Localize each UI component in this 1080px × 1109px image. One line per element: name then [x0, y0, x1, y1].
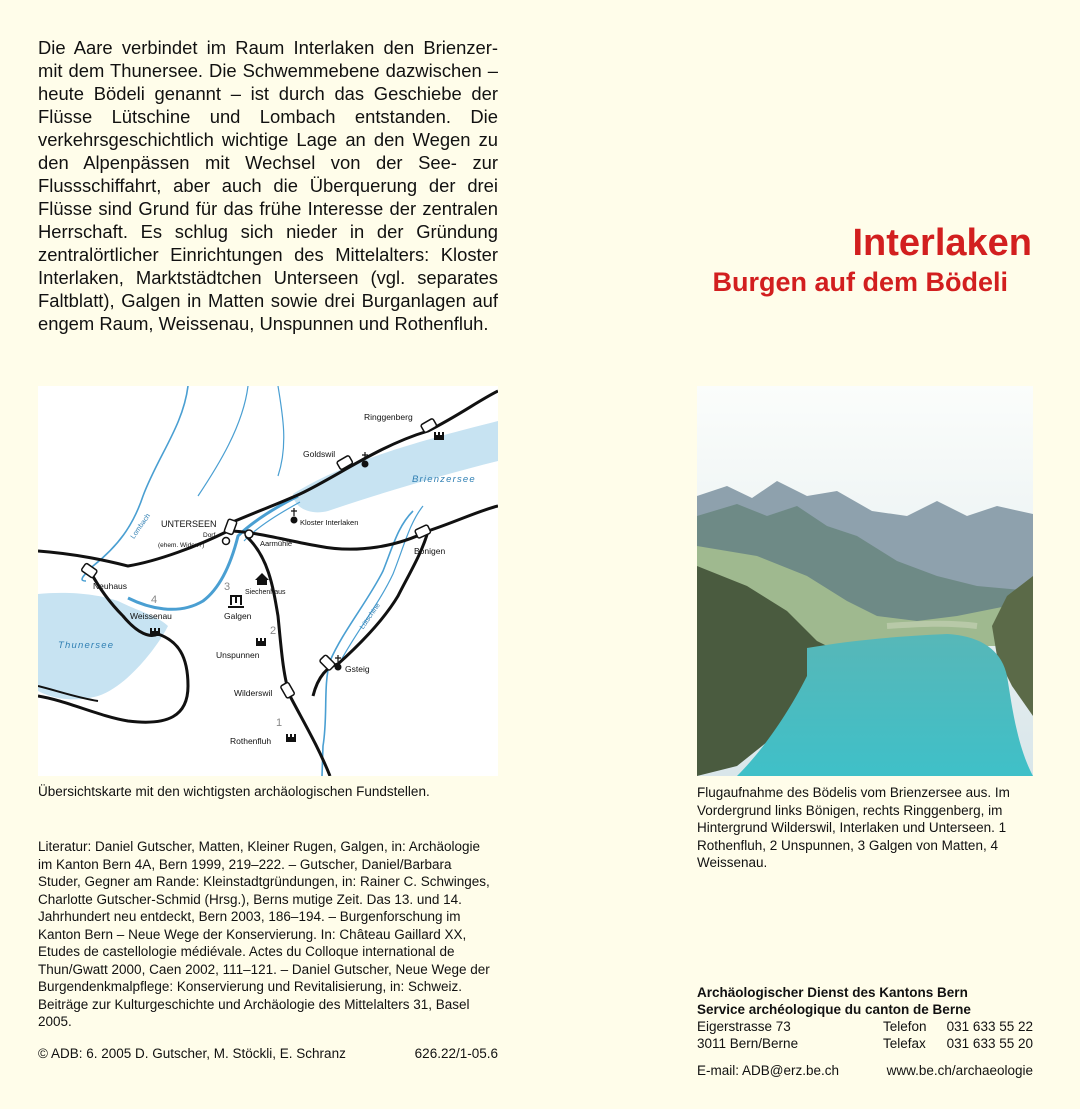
phone-number: 031 633 55 22 — [946, 1019, 1033, 1034]
label-brienzersee: Brienzersee — [412, 474, 476, 485]
org-name-fr: Service archéologique du canton de Berne — [697, 1002, 971, 1017]
church-icon-kloster — [291, 508, 298, 524]
photo-caption: Flugaufnahme des Bödelis vom Brienzersee aus. Im Vordergrund links Bönigen, rechts Ringgenberg, im Hintergrund Wilderswil, Interlaken und Unterseen. 1 Rothenfluh, 2 Unspunnen, 3 Galgen von Matten, 4 Weissenau. — [697, 785, 1010, 870]
label-neuhaus: Neuhaus — [93, 581, 128, 591]
label-number-4: 4 — [151, 594, 158, 606]
brienzersee-lake — [293, 421, 498, 512]
page-subtitle: Burgen auf dem Bödeli — [712, 267, 1008, 297]
title-block — [712, 220, 1032, 298]
label-gsteig: Gsteig — [345, 664, 370, 674]
label-thunersee: Thunersee — [58, 640, 115, 651]
intro-text: Die Aare verbindet im Raum Interlaken den Brienzer- mit dem Thunersee. Die Schwemmebene dazwischen – heute Bödeli genannt – ist durch das Geschiebe der Flüsse Lütschine und Lombach entstanden. Die verkehrsgeschichtlich wichtige Lage an den Wegen zu den Alpenpässen mit Wechsel von der See- zur Flussschiffahrt, aber auch die Überquerung der drei Flüsse sind Grund für das frühe Interesse der zentralen Herrschaft. Es schlug sich nieder in der Gründung zentralörtlicher Einrichtungen des Mittelalters: Kloster Interlaken, Marktstädtchen Unterseen (vgl. separates Faltblatt), Galgen in Matten sowie drei Burganlagen auf engem Raum, Weissenau, Unspunnen und Rothenfluh. — [38, 37, 498, 334]
map-svg — [38, 386, 498, 776]
phone-label: Telefon — [883, 1019, 927, 1034]
castle-icon-unspunnen — [256, 638, 266, 646]
document-code: 626.22/1-05.6 — [414, 1046, 498, 1061]
website-link[interactable]: www.be.ch/archaeologie — [886, 1063, 1033, 1078]
label-unterseen: UNTERSEEN — [161, 519, 217, 529]
castle-icon-ringgenberg — [434, 432, 444, 440]
label-number-1: 1 — [276, 717, 283, 729]
station-aarmuehle — [245, 530, 253, 538]
station-wilderswil — [280, 682, 295, 699]
station-boenigen — [415, 525, 431, 539]
lombach-river — [82, 386, 188, 581]
org-street: Eigerstrasse 73 — [697, 1019, 791, 1034]
aerial-photo — [697, 386, 1033, 776]
station-gsteig — [319, 655, 335, 671]
station-dorf — [223, 538, 230, 545]
fax-number: 031 633 55 20 — [946, 1036, 1033, 1051]
tributary-river — [278, 386, 284, 476]
luetschine-river — [322, 511, 413, 776]
fax-label: Telefax — [883, 1036, 926, 1051]
station-ringgenberg — [420, 418, 437, 433]
aerial-photo-svg — [697, 386, 1033, 776]
org-name-de: Archäologischer Dienst des Kantons Bern — [697, 985, 968, 1000]
label-aarmuehle: Aarmühle — [260, 539, 293, 548]
label-galgen: Galgen — [224, 611, 252, 621]
label-dorf: Dorf — [203, 532, 216, 539]
literature-text: Literatur: Daniel Gutscher, Matten, Kleiner Rugen, Galgen, in: Archäologie im Kanton Bern 4A, Bern 1999, 219–222. – Gutscher, Daniel/Barbara Studer, Gegner am Rande: Kleinstadtgründungen, in: Rainer C. Schwinges, Charlotte Gutscher-Schmid (Hrsg.), Berns mutige Zeit. Das 13. und 14. Jahrhundert neu entdeckt, Bern 2003, 186–194. – Burgenforschung im Kanton Bern – Neue Wege der Konservierung. In: Château Gaillard XX, Etudes de castellologie médiévale. Actes du Colloque international de Thun/Gwatt 2000, Caen 2002, 111–121. – Daniel Gutscher, Neue Wege der Burgendenkmalpflege: Konservierung und Revitalisierung, in: Schweiz. Beiträge zur Kulturgeschichte und Archäologie des Mittelalters 31, Basel 2005. — [38, 839, 490, 1029]
contact-row — [697, 1063, 1033, 1078]
label-wilderswil: Wilderswil — [234, 688, 273, 698]
luetschine-river-b — [338, 506, 423, 666]
label-weissenau: Weissenau — [130, 611, 172, 621]
organization-block — [697, 984, 1033, 1052]
address-row-2 — [697, 1035, 1033, 1052]
label-luetschine: Lütschine — [358, 602, 382, 631]
house-icon-siechenhaus — [255, 573, 269, 585]
label-number-2: 2 — [270, 625, 277, 637]
page-title: Interlaken — [852, 222, 1032, 264]
label-rothenfluh: Rothenfluh — [230, 736, 272, 746]
gallows-icon — [228, 596, 244, 607]
label-siechenhaus: Siechenhaus — [245, 589, 286, 596]
label-lombach: Lombach — [129, 512, 152, 541]
copyright-line — [38, 1046, 498, 1061]
email-link[interactable]: E-mail: ADB@erz.be.ch — [697, 1063, 840, 1078]
copyright-text: © ADB: 6. 2005 D. Gutscher, M. Stöckli, E. Schranz — [38, 1046, 346, 1061]
map-caption: Übersichtskarte mit den wichtigsten archäologischen Fundstellen. — [38, 784, 430, 799]
lombach-river-2 — [198, 386, 248, 496]
label-boenigen: Bönigen — [414, 546, 446, 556]
label-ringgenberg: Ringgenberg — [364, 412, 413, 422]
overview-map — [38, 386, 498, 776]
label-kloster: Kloster Interlaken — [300, 518, 359, 527]
label-widen: (ehem. Widen?) — [158, 542, 205, 549]
label-goldswil: Goldswil — [303, 449, 336, 459]
label-number-3: 3 — [224, 581, 231, 593]
castle-icon-rothenfluh — [286, 734, 296, 742]
address-row-1 — [697, 1018, 1033, 1035]
road-main — [38, 506, 498, 566]
label-unspunnen: Unspunnen — [216, 650, 260, 660]
castle-icon-weissenau — [150, 628, 160, 636]
org-city: 3011 Bern/Berne — [697, 1036, 799, 1051]
